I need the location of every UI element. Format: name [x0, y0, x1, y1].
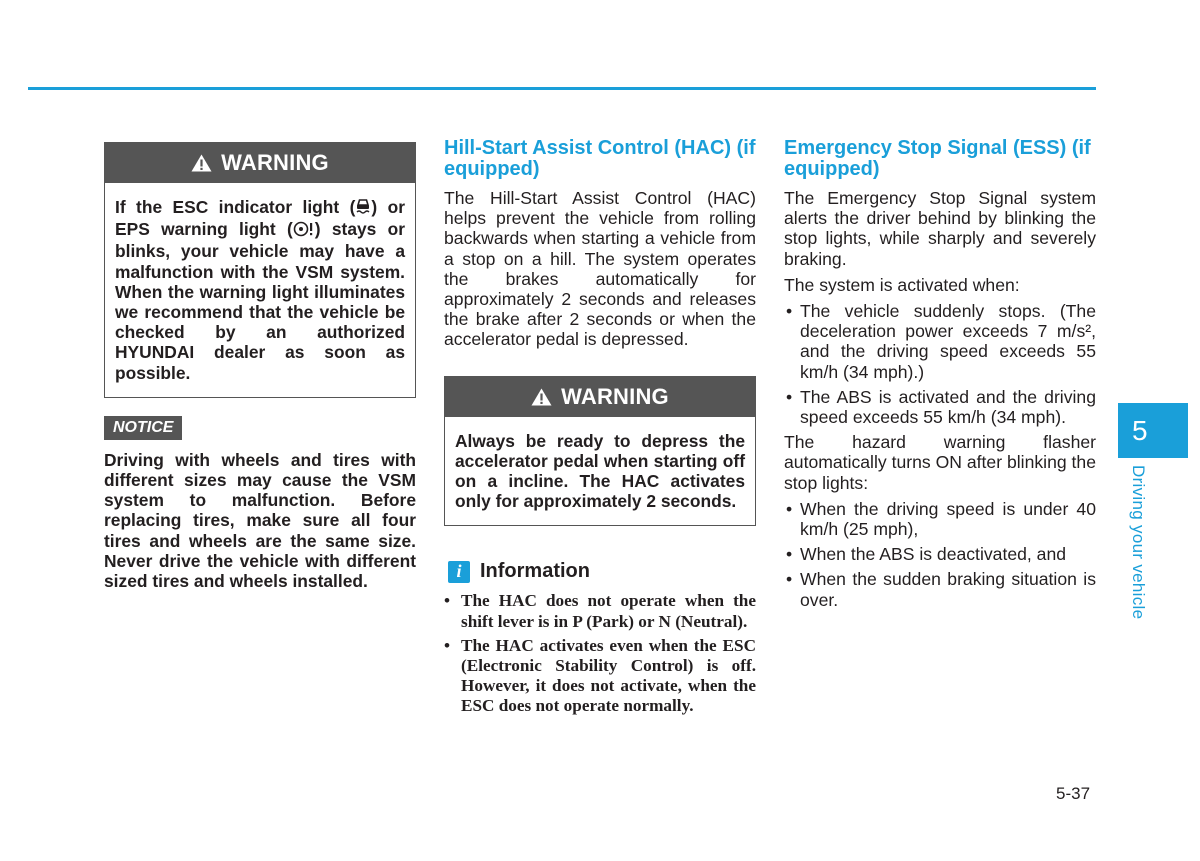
notice-text: Driving with wheels and tires with different sizes may cause the VSM system to malfunction. Before replacing tires, make sure all four tires and wheels are the same size. Never drive the vehicle with different sized tires and wheels installed. — [104, 449, 416, 592]
ess-intro: The Emergency Stop Signal system alerts the driver behind by blinking the stop lights, while sharply and severely braking. — [784, 188, 1096, 269]
ess-flasher-section — [784, 432, 1096, 493]
information-header — [444, 560, 756, 583]
hac-body — [444, 188, 756, 350]
list-item: • When the ABS is deactivated, and — [784, 544, 1096, 564]
activation-conditions-list — [784, 301, 1096, 427]
warning-label: WARNING — [221, 150, 329, 175]
warning-header — [445, 377, 755, 417]
warning-header — [105, 143, 415, 183]
warning-label: WARNING — [561, 383, 669, 409]
list-item: • The HAC activates even when the ESC (Electronic Stability Control) is off. However, it does not activate, when the ESC does not operate normally. — [444, 636, 756, 717]
notice-label: NOTICE — [104, 416, 182, 440]
list-item: • When the driving speed is under 40 km/h (25 mph), — [784, 499, 1096, 539]
column-3 — [784, 138, 1096, 615]
list-item: • The vehicle suddenly stops. (The deceleration power exceeds 7 m/s², and the driving speed exceeds 55 km/h (34 mph).) — [784, 301, 1096, 382]
ess-flasher-intro: The hazard warning flasher automatically turns ON after blinking the stop lights: — [784, 432, 1096, 493]
warning-triangle-icon — [191, 154, 212, 172]
hac-heading: Hill-Start Assist Control (HAC) (if equipped) — [444, 137, 756, 180]
warning-text-part-3: ) stays or blinks, your vehicle may have a malfunction with the VSM system. When the warning light illuminates we recommend that the vehicle be checked by an authorized HYUNDAI dealer as soon as possible. — [115, 219, 406, 383]
column-2 — [444, 138, 756, 721]
column-1 — [104, 138, 416, 591]
warning-triangle-icon — [531, 388, 552, 406]
list-item: • The ABS is activated and the driving speed exceeds 55 km/h (34 mph). — [784, 387, 1096, 427]
information-label: Information — [480, 560, 590, 583]
ess-activated-intro: The system is activated when: — [784, 274, 1020, 295]
esc-warning-box — [104, 142, 416, 398]
info-icon: i — [448, 561, 470, 583]
ess-heading: Emergency Stop Signal (ESS) (if equipped) — [784, 137, 1091, 180]
hac-description: The Hill-Start Assist Control (HAC) helps prevent the vehicle from rolling backwards when starting a vehicle from a stop on a hill. The system operates the brakes automatically for approximately 2 seconds and releases the brake after 2 seconds or when the accelerator pedal is depressed. — [444, 188, 756, 350]
ess-body — [784, 188, 1096, 295]
chapter-title-text: Driving your vehicle — [1129, 465, 1148, 620]
hac-warning-box — [444, 376, 756, 527]
chapter-number-tab: 5 — [1118, 403, 1188, 458]
list-item: • The HAC does not operate when the shift lever is in P (Park) or N (Neutral). — [444, 591, 756, 631]
top-rule — [28, 87, 1096, 90]
warning-text-part-2: ) or EPS warning light ( — [115, 197, 405, 240]
list-item: • When the sudden braking situation is over. — [784, 569, 1096, 609]
chapter-title — [1128, 465, 1152, 625]
warning-text: Always be ready to depress the accelerator pedal when starting off on a incline. The HAC activates only for approximately 2 seconds. — [455, 430, 745, 512]
warning-text-part-1: If the ESC indicator light ( — [115, 197, 356, 217]
warning-text — [105, 183, 415, 397]
eps-warning-icon — [293, 221, 315, 241]
page-number: 5-37 — [1056, 784, 1091, 803]
flasher-conditions-list — [784, 499, 1096, 610]
information-list — [444, 591, 756, 716]
esc-indicator-icon — [355, 197, 371, 219]
